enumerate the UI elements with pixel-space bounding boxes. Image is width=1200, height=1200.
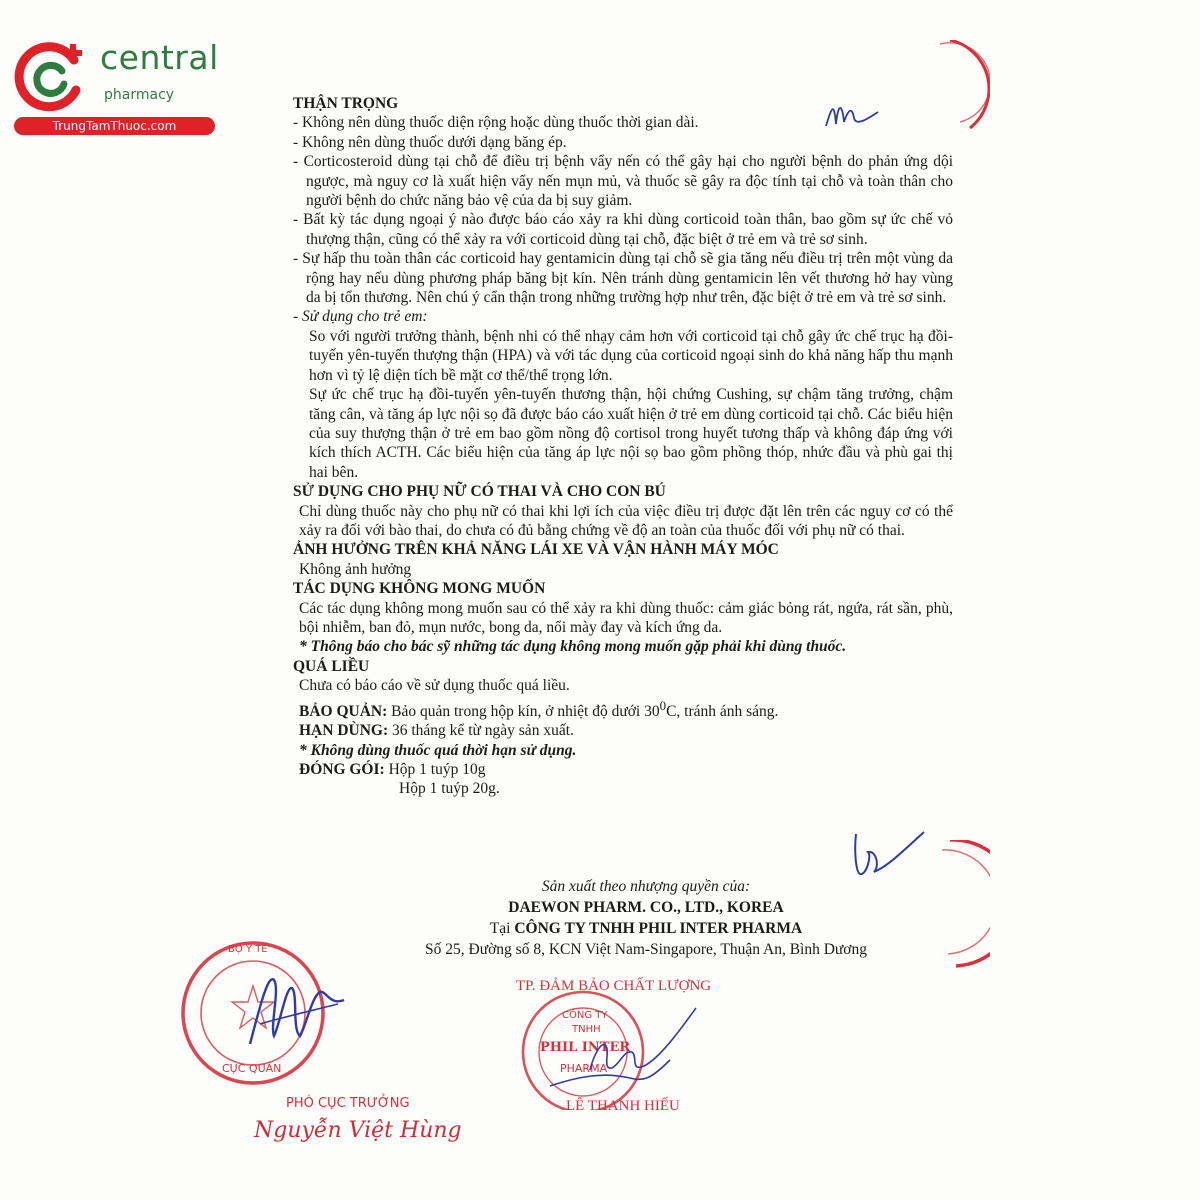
children-paragraph-1: So với người trưởng thành, bệnh nhi có thể nhạy cảm hơn với corticoid tại chỗ gây ức chế trục hạ đồi-tuyến yên-tuyến thượng thận (HPA) và với tác dụng của corticoid ngoại sinh do khả năng hấp thu mạnh hơn vì tỷ lệ diện tích bề mặt cơ thể/thể trọng lớn.	[309, 327, 953, 384]
central-pharmacy-logo-icon	[12, 38, 92, 118]
licensor-name: DAEWON PHARM. CO., LTD., KOREA	[508, 899, 784, 916]
expiry-label: HẠN DÙNG:	[299, 722, 389, 740]
overdose-heading: QUÁ LIỀU	[293, 657, 370, 675]
qa-name: LÊ THANH HIẾU	[566, 1098, 680, 1114]
pregnancy-heading: SỬ DỤNG CHO PHỤ NỮ CÓ THAI VÀ CHO CON BÚ	[293, 483, 666, 501]
side-effects-text: Các tác dụng không mong muốn sau có thể xảy ra khi dùng thuốc: cảm giác bỏng rát, ngứa, rát sần, phù, bội nhiễm, ban đỏ, mụn nước, bong da, nổi mày đay và kích ứng da.	[299, 599, 953, 636]
ministry-stamp-bottom-text: CỤC QUẢN	[222, 1062, 282, 1075]
company-stamp-line: PHARMA	[560, 1062, 608, 1075]
children-use-heading: - Sử dụng cho trẻ em:	[293, 308, 428, 326]
packing-label: ĐÓNG GÓI:	[299, 760, 385, 778]
producer-address: Số 25, Đường số 8, KCN Việt Nam-Singapore, Thuận An, Bình Dương	[425, 941, 867, 958]
expiry-note: * Không dùng thuốc quá thời hạn sử dụng.	[299, 741, 577, 759]
company-stamp-line: PHIL INTER	[540, 1040, 631, 1055]
precaution-item: - Bất kỳ tác dụng ngoại ý nào được báo cáo xảy ra khi dùng corticoid toàn thân, bao gồm sự ức chế vỏ thượng thận, cũng có thể xảy ra với corticoid dùng tại chỗ, đặc biệt ở trẻ em và trẻ sơ sinh.	[293, 211, 953, 248]
producer-prefix: Tại	[489, 920, 511, 937]
brand-subtitle: pharmacy	[104, 87, 175, 103]
precautions-heading: THẬN TRỌNG	[293, 95, 399, 112]
precaution-item: - Không nên dùng thuốc dưới dạng băng ép.	[293, 133, 567, 151]
producer-name: CÔNG TY TNHH PHIL INTER PHARMA	[514, 920, 803, 937]
precaution-item: - Corticosteroid dùng tại chỗ để điều trị bệnh vẩy nến có thể gây hại cho người bệnh do phản ứng dội ngược, mà nguy cơ là xuất hiện vẩy nến mụn mủ, và thuốc sẽ gây ra độc tính tại chỗ và toàn thân cho người bệnh do chức năng bảo vệ của da bị suy giảm.	[293, 153, 953, 210]
ministry-stamp-top-text: BỘ Y TẾ	[228, 944, 268, 955]
manufacturer-intro: Sản xuất theo nhượng quyền của:	[541, 878, 751, 895]
precaution-item: - Sự hấp thu toàn thân các corticoid hay gentamicin dùng tại chỗ sẽ gia tăng nếu điều trị trên một vùng da rộng hay nếu dùng phương pháp băng bịt kín. Nên tránh dùng gentamicin lên vết thương hở hay vùng da bị tổn thương. Nên chú ý cẩn thận trong những trường hợp như trên, đặc biệt ở trẻ em và trẻ sơ sinh.	[293, 250, 953, 307]
storage-degree: 0	[659, 697, 667, 713]
leaflet-body	[293, 94, 953, 799]
driving-heading: ẢNH HƯỞNG TRÊN KHẢ NĂNG LÁI XE VÀ VẬN HÀNH MÁY MÓC	[293, 541, 779, 559]
pregnancy-text: Chỉ dùng thuốc này cho phụ nữ có thai khi lợi ích của việc điều trị được đặt lên trên các nguy cơ có thể xảy ra đối với bào thai, do chưa có đủ bằng chứng về độ an toàn của thuốc đối với phụ nữ có thai.	[299, 502, 953, 539]
company-stamp-line: TNHH	[572, 1024, 601, 1035]
storage-row	[293, 696, 953, 722]
packing-line-1: Hộp 1 tuýp 10g	[388, 760, 486, 778]
company-stamp-line: CÔNG TY	[562, 1010, 608, 1021]
precaution-item: - Không nên dùng thuốc diện rộng hoặc dùng thuốc thời gian dài.	[293, 114, 699, 132]
initials-signature-2-icon	[850, 826, 930, 880]
expiry-row	[293, 721, 953, 740]
side-effects-note: * Thông báo cho bác sỹ những tác dụng không mong muốn gặp phải khi dùng thuốc.	[299, 638, 847, 656]
manufacturer-block	[360, 876, 932, 960]
storage-text: Bảo quản trong hộp kín, ở nhiệt độ dưới 30	[391, 702, 660, 720]
expiry-text: 36 tháng kể từ ngày sản xuất.	[392, 722, 574, 740]
packing-line-2: Hộp 1 tuýp 20g.	[399, 780, 500, 798]
packing-row	[293, 760, 953, 779]
storage-label: BẢO QUẢN:	[299, 702, 388, 720]
deputy-director-signature-icon	[240, 966, 350, 1056]
brand-site-link[interactable]: TrungTamThuoc.com	[14, 117, 215, 135]
brand-name: central	[100, 38, 219, 77]
qa-title: TP. ĐẢM BẢO CHẤT LƯỢNG	[516, 978, 712, 994]
side-effects-heading: TÁC DỤNG KHÔNG MONG MUỐN	[293, 580, 546, 598]
qa-signature-icon	[520, 1000, 700, 1100]
storage-tail: C, tránh ánh sáng.	[666, 702, 779, 720]
brand-logo[interactable]	[8, 36, 218, 136]
deputy-director-title: PHÓ CỤC TRƯỞNG	[286, 1096, 410, 1111]
producer-row	[360, 918, 932, 939]
overdose-text: Chưa có báo cáo về sử dụng thuốc quá liều.	[299, 677, 570, 695]
children-paragraph-2: Sự ức chế trục hạ đồi-tuyến yên-tuyến thương thận, hội chứng Cushing, sự chậm tăng trưởng, chậm tăng cân, và tăng áp lực nội sọ đã được báo cáo xuất hiện ở trẻ em dùng corticoid tại chỗ. Các biểu hiện của suy thượng thận ở trẻ em bao gồm nồng độ cortisol trong huyết tương thấp và không đáp ứng với kích thích ACTH. Các biểu hiện của tăng áp lực nội sọ bao gồm phồng thóp, nhức đầu và phù gai thị hai bên.	[309, 386, 953, 481]
driving-text: Không ảnh hưởng	[299, 560, 412, 578]
deputy-director-name: Nguyễn Việt Hùng	[254, 1118, 462, 1143]
